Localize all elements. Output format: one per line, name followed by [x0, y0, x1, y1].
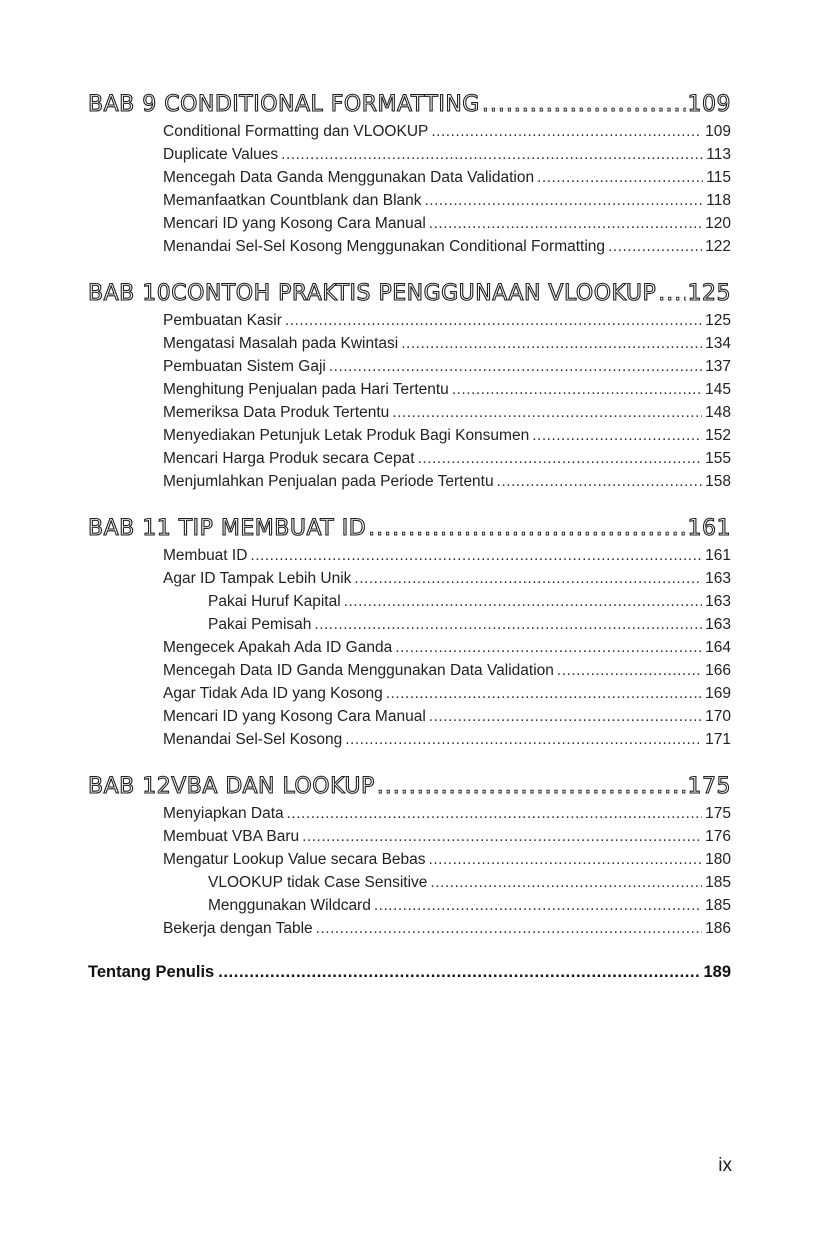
toc-entry-label: Conditional Formatting dan VLOOKUP [163, 123, 429, 140]
toc-entry [163, 828, 731, 851]
toc-entry [163, 404, 731, 427]
dot-leader [537, 169, 703, 187]
toc-entry-page: 186 [705, 920, 731, 937]
toc-entry-label: Agar Tidak Ada ID yang Kosong [163, 685, 383, 702]
toc-entry-label: Menjumlahkan Penjualan pada Periode Tertentu [163, 473, 494, 490]
toc-entry-label: Menandai Sel-Sel Kosong Menggunakan Conditional Formatting [163, 238, 606, 255]
dot-leader [377, 774, 686, 799]
dot-leader [281, 146, 703, 164]
toc-entry-label: Mencegah Data Ganda Menggunakan Data Validation [163, 169, 535, 186]
toc-entry-page: 109 [705, 123, 731, 140]
toc-entry [163, 238, 731, 261]
toc-entry [163, 381, 731, 404]
toc-subentry-label: Menggunakan Wildcard [208, 897, 371, 914]
toc-entry-page: 176 [705, 828, 731, 845]
dot-leader [557, 662, 702, 680]
toc-entry-page: 164 [705, 639, 731, 656]
toc-entry [163, 146, 731, 169]
chapter-heading-label: BAB 12VBA DAN LOOKUP [88, 774, 375, 799]
chapter-heading [88, 774, 731, 805]
toc-entry-page: 152 [705, 427, 731, 444]
toc-entry [163, 450, 731, 473]
toc-entry-page: 163 [705, 570, 731, 587]
dot-leader [429, 851, 703, 869]
toc-entry-label: Mengecek Apakah Ada ID Ganda [163, 639, 393, 656]
toc-entry [163, 920, 731, 943]
chapter-section [88, 92, 731, 261]
chapter-heading [88, 92, 731, 123]
toc-entry-label: Mengatasi Masalah pada Kwintasi [163, 335, 399, 352]
dot-leader [316, 920, 702, 938]
toc-entry-page: 180 [705, 851, 731, 868]
toc-entry [163, 547, 731, 570]
toc-subentry-page: 185 [705, 897, 731, 914]
table-of-contents [88, 92, 731, 987]
toc-entry-page: 169 [705, 685, 731, 702]
toc-entry-page: 170 [705, 708, 731, 725]
toc-subentry-label: Pakai Huruf Kapital [208, 593, 341, 610]
toc-entry-page: 145 [705, 381, 731, 398]
dot-leader [368, 516, 685, 541]
chapter-heading [88, 281, 731, 312]
toc-entry [163, 335, 731, 358]
toc-entry-page: 148 [705, 404, 731, 421]
dot-leader [345, 731, 702, 749]
toc-entry [163, 312, 731, 335]
toc-entry-label: Agar ID Tampak Lebih Unik [163, 570, 352, 587]
dot-leader [329, 358, 702, 376]
toc-final-entry [88, 963, 731, 987]
chapter-heading-label: BAB 11 TIP MEMBUAT ID [88, 516, 367, 541]
dot-leader [392, 404, 702, 422]
toc-subentry [208, 593, 731, 616]
toc-entry [163, 123, 731, 146]
toc-entry-label: Pembuatan Kasir [163, 312, 282, 329]
chapter-section [88, 774, 731, 943]
toc-entry-label: Menyiapkan Data [163, 805, 284, 822]
chapter-section [88, 281, 731, 496]
dot-leader [250, 547, 702, 565]
dot-leader [395, 639, 702, 657]
chapter-heading-page: 125 [687, 281, 731, 306]
toc-entry-page: 175 [705, 805, 731, 822]
toc-subentry-page: 163 [705, 616, 731, 633]
toc-subentry [208, 897, 731, 920]
chapter-section [88, 516, 731, 754]
toc-entry [163, 570, 731, 593]
dot-leader [418, 450, 703, 468]
dot-leader [452, 381, 702, 399]
dot-leader [354, 570, 702, 588]
toc-entry-label: Menghitung Penjualan pada Hari Tertentu [163, 381, 449, 398]
toc-entry [163, 169, 731, 192]
chapter-heading-page: 161 [687, 516, 731, 541]
toc-entry-label: Memanfaatkan Countblank dan Blank [163, 192, 422, 209]
toc-subentry-label: Pakai Pemisah [208, 616, 312, 633]
toc-subentry-page: 163 [705, 593, 731, 610]
chapter-heading-page: 175 [687, 774, 731, 799]
dot-leader [374, 897, 702, 915]
chapter-heading [88, 516, 731, 547]
toc-entry-label: Duplicate Values [163, 146, 279, 163]
toc-entry [163, 708, 731, 731]
toc-entry [163, 685, 731, 708]
toc-entry-page: 137 [705, 358, 731, 375]
toc-subentry [208, 874, 731, 897]
chapter-heading-label: BAB 9 CONDITIONAL FORMATTING [88, 92, 480, 117]
dot-leader [425, 192, 704, 210]
toc-entry-label: Mencegah Data ID Ganda Menggunakan Data Validation [163, 662, 554, 679]
toc-entry-label: Mencari ID yang Kosong Cara Manual [163, 215, 426, 232]
toc-entry [163, 192, 731, 215]
dot-leader [431, 123, 702, 141]
toc-entry [163, 639, 731, 662]
toc-entry-label: Mencari Harga Produk secara Cepat [163, 450, 415, 467]
toc-entry-label: Mencari ID yang Kosong Cara Manual [163, 708, 426, 725]
toc-entry-label: Pembuatan Sistem Gaji [163, 358, 326, 375]
toc-entry-page: 134 [705, 335, 731, 352]
toc-entry-page: 166 [705, 662, 731, 679]
toc-entry-page: 113 [706, 146, 731, 163]
toc-entry [163, 851, 731, 874]
toc-entry-label: Mengatur Lookup Value secara Bebas [163, 851, 426, 868]
toc-entry [163, 805, 731, 828]
toc-entry-page: 125 [705, 312, 731, 329]
dot-leader [285, 312, 702, 330]
chapter-heading-page: 109 [687, 92, 731, 117]
dot-leader [608, 238, 702, 256]
dot-leader [401, 335, 702, 353]
toc-entry-page: 161 [705, 547, 731, 564]
dot-leader [532, 427, 702, 445]
toc-entry-label: Membuat VBA Baru [163, 828, 300, 845]
dot-leader [287, 805, 703, 823]
toc-entry [163, 731, 731, 754]
toc-entry-label: Membuat ID [163, 547, 248, 564]
toc-entry-page: 120 [705, 215, 731, 232]
toc-entry-page: 171 [705, 731, 731, 748]
toc-subentry-label: VLOOKUP tidak Case Sensitive [208, 874, 428, 891]
page-number: ix [718, 1155, 732, 1176]
toc-entry [163, 473, 731, 496]
dot-leader [302, 828, 702, 846]
dot-leader [658, 281, 685, 306]
toc-subentry [208, 616, 731, 639]
toc-entry-page: 122 [705, 238, 731, 255]
toc-entry-label: Bekerja dengan Table [163, 920, 313, 937]
toc-entry-label: Menandai Sel-Sel Kosong [163, 731, 343, 748]
dot-leader [386, 685, 702, 703]
dot-leader [497, 473, 703, 491]
toc-entry-page: 158 [705, 473, 731, 490]
dot-leader [314, 616, 702, 634]
dot-leader [218, 963, 699, 982]
toc-entry-page: 118 [706, 192, 731, 209]
toc-entry-page: 155 [705, 450, 731, 467]
toc-entry-label: Menyediakan Petunjuk Letak Produk Bagi Konsumen [163, 427, 530, 444]
chapter-heading-label: BAB 10CONTOH PRAKTIS PENGGUNAAN VLOOKUP [88, 281, 657, 306]
dot-leader [344, 593, 702, 611]
toc-final-entry-label: Tentang Penulis [88, 963, 215, 981]
toc-final-entry-page: 189 [703, 963, 731, 981]
toc-entry [163, 358, 731, 381]
toc-entry-label: Memeriksa Data Produk Tertentu [163, 404, 390, 421]
toc-subentry-page: 185 [705, 874, 731, 891]
toc-entry [163, 215, 731, 238]
dot-leader [429, 215, 702, 233]
dot-leader [429, 708, 702, 726]
toc-entry [163, 662, 731, 685]
dot-leader [430, 874, 702, 892]
dot-leader [482, 92, 686, 117]
toc-entry [163, 427, 731, 450]
toc-entry-page: 115 [706, 169, 731, 186]
